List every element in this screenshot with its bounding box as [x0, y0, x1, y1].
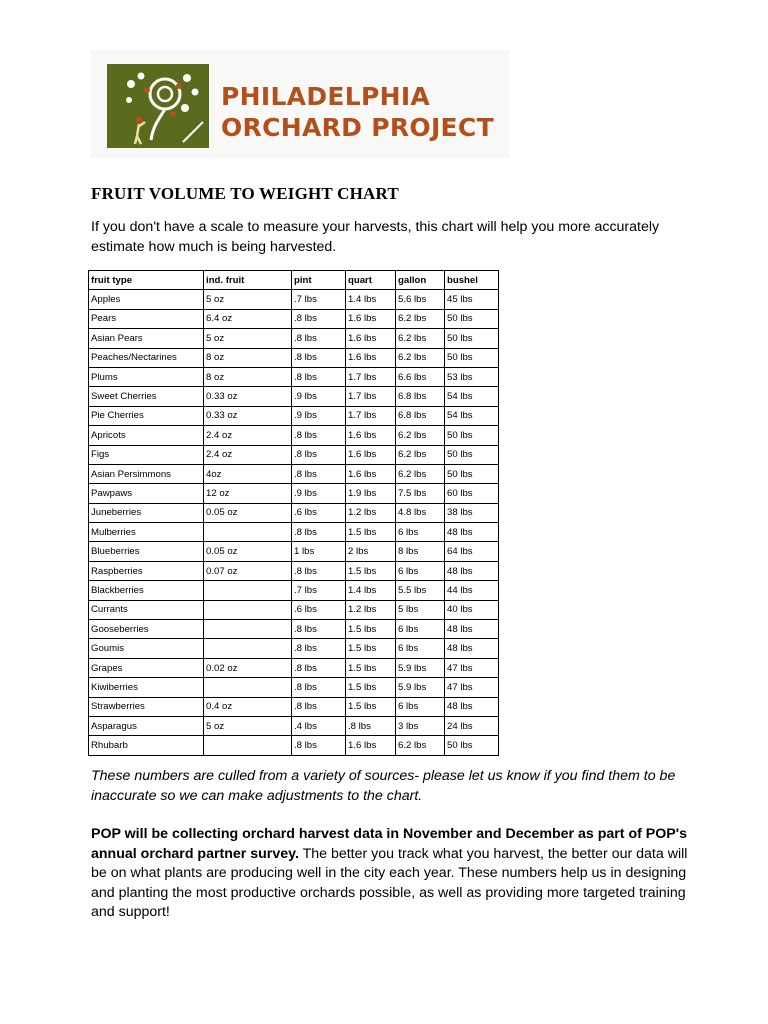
table-cell: .8 lbs — [292, 367, 346, 386]
table-cell: 6.8 lbs — [396, 406, 445, 425]
table-cell — [204, 600, 292, 619]
fruit-name-cell: Kiwiberries — [89, 678, 204, 697]
table-cell: 40 lbs — [445, 600, 499, 619]
fruit-name-cell: Asian Persimmons — [89, 464, 204, 483]
fruit-name-cell: Juneberries — [89, 503, 204, 522]
table-cell: 1.5 lbs — [346, 697, 396, 716]
table-cell: 1.5 lbs — [346, 639, 396, 658]
table-row — [89, 348, 499, 367]
column-header: pint — [292, 271, 346, 290]
table-cell: 4.8 lbs — [396, 503, 445, 522]
table-row — [89, 290, 499, 309]
table-cell: 1.6 lbs — [346, 736, 396, 755]
table-row — [89, 658, 499, 677]
table-cell: 0.05 oz — [204, 542, 292, 561]
table-cell: 6.2 lbs — [396, 426, 445, 445]
pop-survey-paragraph — [91, 825, 691, 923]
table-cell: 48 lbs — [445, 620, 499, 639]
fruit-name-cell: Raspberries — [89, 561, 204, 580]
fruit-name-cell: Rhubarb — [89, 736, 204, 755]
table-cell: .6 lbs — [292, 503, 346, 522]
table-cell: 50 lbs — [445, 464, 499, 483]
table-cell: 44 lbs — [445, 581, 499, 600]
table-cell: 64 lbs — [445, 542, 499, 561]
table-cell: 6 lbs — [396, 561, 445, 580]
fruit-name-cell: Plums — [89, 367, 204, 386]
table-row — [89, 406, 499, 425]
table-cell: 1.9 lbs — [346, 484, 396, 503]
table-cell: 0.33 oz — [204, 406, 292, 425]
table-cell: .8 lbs — [292, 697, 346, 716]
intro-paragraph: If you don't have a scale to measure your harvests, this chart will help you more accurately estimate how much is being harvested. — [91, 219, 660, 255]
table-cell: .8 lbs — [292, 678, 346, 697]
table-cell: 6 lbs — [396, 620, 445, 639]
table-cell: 2.4 oz — [204, 445, 292, 464]
table-cell: 0.4 oz — [204, 697, 292, 716]
fruit-name-cell: Blackberries — [89, 581, 204, 600]
table-cell: 1.4 lbs — [346, 581, 396, 600]
table-cell: 1.5 lbs — [346, 678, 396, 697]
table-cell — [204, 620, 292, 639]
table-cell: 1 lbs — [292, 542, 346, 561]
table-cell: 1.6 lbs — [346, 348, 396, 367]
fruit-name-cell: Asian Pears — [89, 329, 204, 348]
table-cell: 3 lbs — [396, 716, 445, 735]
fruit-name-cell: Strawberries — [89, 697, 204, 716]
table-cell: .8 lbs — [346, 716, 396, 735]
pop-survey-bold: POP will be collecting orchard harvest data in November and December as part of POP's annual orchard partner survey. — [91, 826, 688, 862]
fruit-name-cell: Gooseberries — [89, 620, 204, 639]
fruit-name-cell: Apricots — [89, 426, 204, 445]
table-cell: 6.2 lbs — [396, 348, 445, 367]
table-cell: 5 oz — [204, 290, 292, 309]
table-row — [89, 445, 499, 464]
fruit-name-cell: Goumis — [89, 639, 204, 658]
table-cell: 0.33 oz — [204, 387, 292, 406]
table-cell: 5 lbs — [396, 600, 445, 619]
table-cell: 50 lbs — [445, 348, 499, 367]
disclaimer-note: These numbers are culled from a variety of sources- please let us know if you find them to be inaccurate so we can make adjustments to the chart. — [91, 768, 676, 804]
table-cell: 1.5 lbs — [346, 523, 396, 542]
table-row — [89, 581, 499, 600]
table-row — [89, 542, 499, 561]
column-header: fruit type — [89, 271, 204, 290]
fruit-name-cell: Grapes — [89, 658, 204, 677]
table-cell: .8 lbs — [292, 736, 346, 755]
logo-line-1: PHILADELPHIA — [221, 82, 431, 111]
table-cell: 1.6 lbs — [346, 309, 396, 328]
table-cell — [204, 736, 292, 755]
fruit-name-cell: Apples — [89, 290, 204, 309]
table-cell: 54 lbs — [445, 387, 499, 406]
table-cell: .9 lbs — [292, 484, 346, 503]
table-cell: .7 lbs — [292, 581, 346, 600]
fruit-name-cell: Pawpaws — [89, 484, 204, 503]
table-cell: 1.7 lbs — [346, 367, 396, 386]
table-cell: .8 lbs — [292, 309, 346, 328]
table-cell: 48 lbs — [445, 639, 499, 658]
table-cell: 1.7 lbs — [346, 406, 396, 425]
table-cell: 1.6 lbs — [346, 426, 396, 445]
table-cell: 6 lbs — [396, 697, 445, 716]
table-row — [89, 716, 499, 735]
table-cell: 50 lbs — [445, 426, 499, 445]
column-header: gallon — [396, 271, 445, 290]
logo — [91, 50, 509, 158]
table-row — [89, 600, 499, 619]
table-cell: 5 oz — [204, 329, 292, 348]
fruit-name-cell: Currants — [89, 600, 204, 619]
table-cell: 48 lbs — [445, 697, 499, 716]
table-cell: 1.2 lbs — [346, 503, 396, 522]
table-cell: 8 lbs — [396, 542, 445, 561]
table-cell: 48 lbs — [445, 561, 499, 580]
table-cell: 1.6 lbs — [346, 329, 396, 348]
table-cell: .8 lbs — [292, 348, 346, 367]
table-cell: .8 lbs — [292, 445, 346, 464]
table-row — [89, 736, 499, 755]
table-cell: 1.6 lbs — [346, 445, 396, 464]
table-cell: 6.2 lbs — [396, 736, 445, 755]
table-cell: 50 lbs — [445, 445, 499, 464]
fruit-name-cell: Figs — [89, 445, 204, 464]
table-cell — [204, 678, 292, 697]
table-cell: 6.2 lbs — [396, 329, 445, 348]
table-cell: 1.5 lbs — [346, 620, 396, 639]
table-row — [89, 697, 499, 716]
table-cell: .9 lbs — [292, 387, 346, 406]
table-cell: 6.8 lbs — [396, 387, 445, 406]
table-row — [89, 561, 499, 580]
table-cell: 1.5 lbs — [346, 658, 396, 677]
table-cell: 12 oz — [204, 484, 292, 503]
table-cell: 24 lbs — [445, 716, 499, 735]
table-row — [89, 309, 499, 328]
table-row — [89, 503, 499, 522]
table-cell: 6.6 lbs — [396, 367, 445, 386]
table-cell: 47 lbs — [445, 658, 499, 677]
column-header: ind. fruit — [204, 271, 292, 290]
table-cell: .8 lbs — [292, 464, 346, 483]
table-cell: 8 oz — [204, 367, 292, 386]
table-cell: 6 lbs — [396, 639, 445, 658]
table-cell: 1.4 lbs — [346, 290, 396, 309]
table-cell: .8 lbs — [292, 523, 346, 542]
column-header: quart — [346, 271, 396, 290]
table-cell — [204, 523, 292, 542]
table-cell: 0.05 oz — [204, 503, 292, 522]
table-cell: 60 lbs — [445, 484, 499, 503]
table-cell: 47 lbs — [445, 678, 499, 697]
table-cell: 54 lbs — [445, 406, 499, 425]
table-cell: 50 lbs — [445, 736, 499, 755]
table-cell: .6 lbs — [292, 600, 346, 619]
table-cell: .8 lbs — [292, 426, 346, 445]
table-cell: 5.6 lbs — [396, 290, 445, 309]
table-cell: 2.4 oz — [204, 426, 292, 445]
table-cell: .8 lbs — [292, 639, 346, 658]
logo-text — [221, 81, 494, 143]
table-cell: 0.07 oz — [204, 561, 292, 580]
table-cell: 1.5 lbs — [346, 561, 396, 580]
fruit-name-cell: Pears — [89, 309, 204, 328]
table-cell: .9 lbs — [292, 406, 346, 425]
tree-with-gardener-icon — [107, 64, 209, 148]
table-cell: .8 lbs — [292, 620, 346, 639]
logo-line-2: ORCHARD PROJECT — [221, 113, 494, 142]
table-cell: 38 lbs — [445, 503, 499, 522]
fruit-name-cell: Peaches/Nectarines — [89, 348, 204, 367]
table-cell: 6.2 lbs — [396, 445, 445, 464]
pop-survey-text: The better you track what you harvest, the better our data will be on what plants are producing well in the city each year. These numbers help us in designing and planting the most productive orchards possible, as well as providing more targeted training and support! — [91, 845, 688, 920]
column-header: bushel — [445, 271, 499, 290]
table-row — [89, 329, 499, 348]
table-cell: 0.02 oz — [204, 658, 292, 677]
table-cell: 50 lbs — [445, 329, 499, 348]
table-cell: 1.6 lbs — [346, 464, 396, 483]
table-cell: 7.5 lbs — [396, 484, 445, 503]
table-cell: .4 lbs — [292, 716, 346, 735]
table-row — [89, 620, 499, 639]
fruit-name-cell: Pie Cherries — [89, 406, 204, 425]
fruit-name-cell: Asparagus — [89, 716, 204, 735]
table-cell: 50 lbs — [445, 309, 499, 328]
table-row — [89, 523, 499, 542]
table-cell: 2 lbs — [346, 542, 396, 561]
table-cell: 5.9 lbs — [396, 678, 445, 697]
table-cell: 6.4 oz — [204, 309, 292, 328]
table-cell: 8 oz — [204, 348, 292, 367]
table-cell: 6.2 lbs — [396, 464, 445, 483]
fruit-name-cell: Mulberries — [89, 523, 204, 542]
table-cell: 45 lbs — [445, 290, 499, 309]
fruit-weight-table — [88, 270, 499, 756]
table-row — [89, 367, 499, 386]
table-cell: 4oz — [204, 464, 292, 483]
table-row — [89, 678, 499, 697]
fruit-name-cell: Sweet Cherries — [89, 387, 204, 406]
table-cell: 48 lbs — [445, 523, 499, 542]
table-row — [89, 484, 499, 503]
table-row — [89, 387, 499, 406]
table-cell: .8 lbs — [292, 561, 346, 580]
table-cell: 6 lbs — [396, 523, 445, 542]
table-cell: .8 lbs — [292, 329, 346, 348]
table-cell: 5 oz — [204, 716, 292, 735]
table-row — [89, 426, 499, 445]
table-cell: 5.5 lbs — [396, 581, 445, 600]
table-cell: .8 lbs — [292, 658, 346, 677]
table-cell: 53 lbs — [445, 367, 499, 386]
table-cell: 1.7 lbs — [346, 387, 396, 406]
table-header-row — [89, 271, 499, 290]
fruit-name-cell: Blueberries — [89, 542, 204, 561]
table-cell — [204, 639, 292, 658]
table-row — [89, 464, 499, 483]
table-cell: 5.9 lbs — [396, 658, 445, 677]
table-cell: 1.2 lbs — [346, 600, 396, 619]
page-title: FRUIT VOLUME TO WEIGHT CHART — [91, 184, 399, 203]
table-cell — [204, 581, 292, 600]
table-row — [89, 639, 499, 658]
table-cell: 6.2 lbs — [396, 309, 445, 328]
table-cell: .7 lbs — [292, 290, 346, 309]
